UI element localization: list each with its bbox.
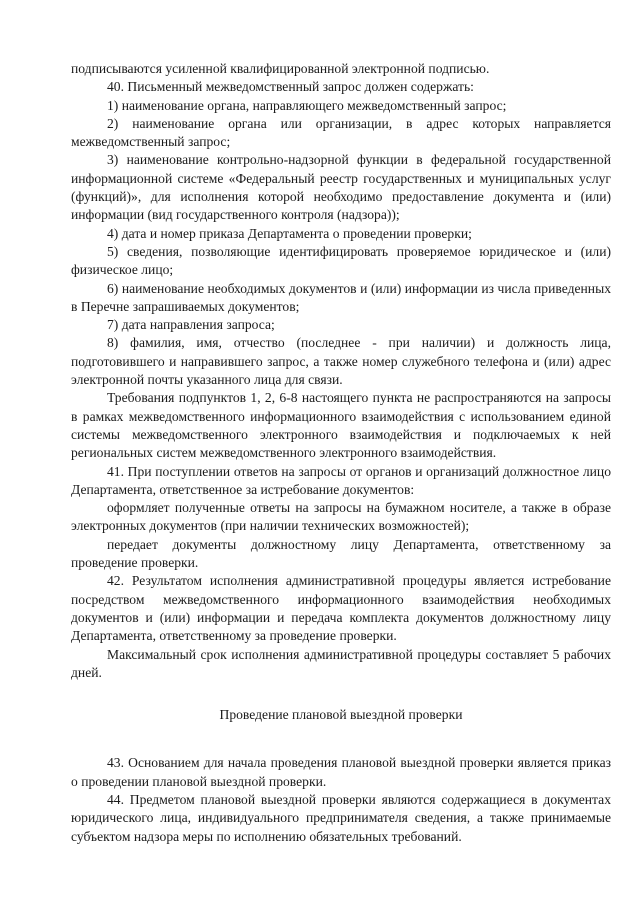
- paragraph-43: 43. Основанием для начала проведения плановой выездной проверки является приказ о проведении плановой выездной проверки.: [71, 755, 611, 789]
- paragraph-40: 40. Письменный межведомственный запрос должен содержать:: [107, 79, 474, 95]
- requirements-note: Требования подпунктов 1, 2, 6-8 настоящего пункта не распространяются на запросы в рамках межведомственного информационного взаимодействия с использованием единой системы межведомственного электронного взаимодействия и подключаемых к ней региональных систем межведомственного электронного взаимодействия.: [71, 390, 611, 461]
- paragraph-42: 42. Результатом исполнения административной процедуры является истребование посредством межведомственного информационного взаимодействия необходимых документов и (или) информации и передача комплекта документов должностному лицу Департамента, ответственному за проведение проверки.: [71, 573, 611, 644]
- paragraph-continuation: подписываются усиленной квалифицированной электронной подписью.: [71, 61, 490, 76]
- paragraph-41-action-1: оформляет полученные ответы на запросы на бумажном носителе, а также в образе электронных документов (при наличии технических возможностей);: [71, 500, 611, 534]
- list-item-1: 1) наименование органа, направляющего межведомственный запрос;: [107, 97, 507, 113]
- section-heading: Проведение плановой выездной проверки: [219, 707, 463, 723]
- paragraph-41-action-2: передает документы должностному лицу Департамента, ответственному за проведение проверки.: [71, 536, 611, 571]
- list-item-4: 4) дата и номер приказа Департамента о проведении проверки;: [107, 225, 472, 241]
- paragraph-41: 41. При поступлении ответов на запросы от органов и организаций должностное лицо Департамента, ответственное за истребование документов:: [71, 463, 611, 497]
- list-item-6: 6) наименование необходимых документов и (или) информации из числа приведенных в Перечне запрашиваемых документов;: [71, 280, 611, 314]
- paragraph-44: 44. Предметом плановой выездной проверки являются содержащиеся в документах юридического лица, индивидуального предпринимателя сведения, а также принимаемые субъектом надзора меры по исполнению обязательных требований.: [71, 791, 611, 844]
- list-item-5: 5) сведения, позволяющие идентифицировать проверяемое юридическое и (или) физическое лицо;: [71, 243, 611, 278]
- document-page: [71, 60, 611, 846]
- list-item-8: 8) фамилия, имя, отчество (последнее - при наличии) и должность лица, подготовившего и направившего запрос, а также номер служебного телефона и (или) адрес электронной почты указанного лица для связи.: [71, 335, 611, 388]
- max-term-paragraph: Максимальный срок исполнения административной процедуры составляет 5 рабочих дней.: [71, 646, 611, 680]
- list-item-2: 2) наименование органа или организации, в адрес которых направляется межведомственный запрос;: [71, 115, 611, 150]
- list-item-7: 7) дата направления запроса;: [107, 317, 275, 333]
- list-item-3: 3) наименование контрольно-надзорной функции в федеральной государственной информационной системе «Федеральный реестр государственных и муниципальных услуг (функций)», для исполнения которой необходимо предоставление документа и (или) информации (вид государственного контроля (надзора));: [71, 152, 611, 223]
